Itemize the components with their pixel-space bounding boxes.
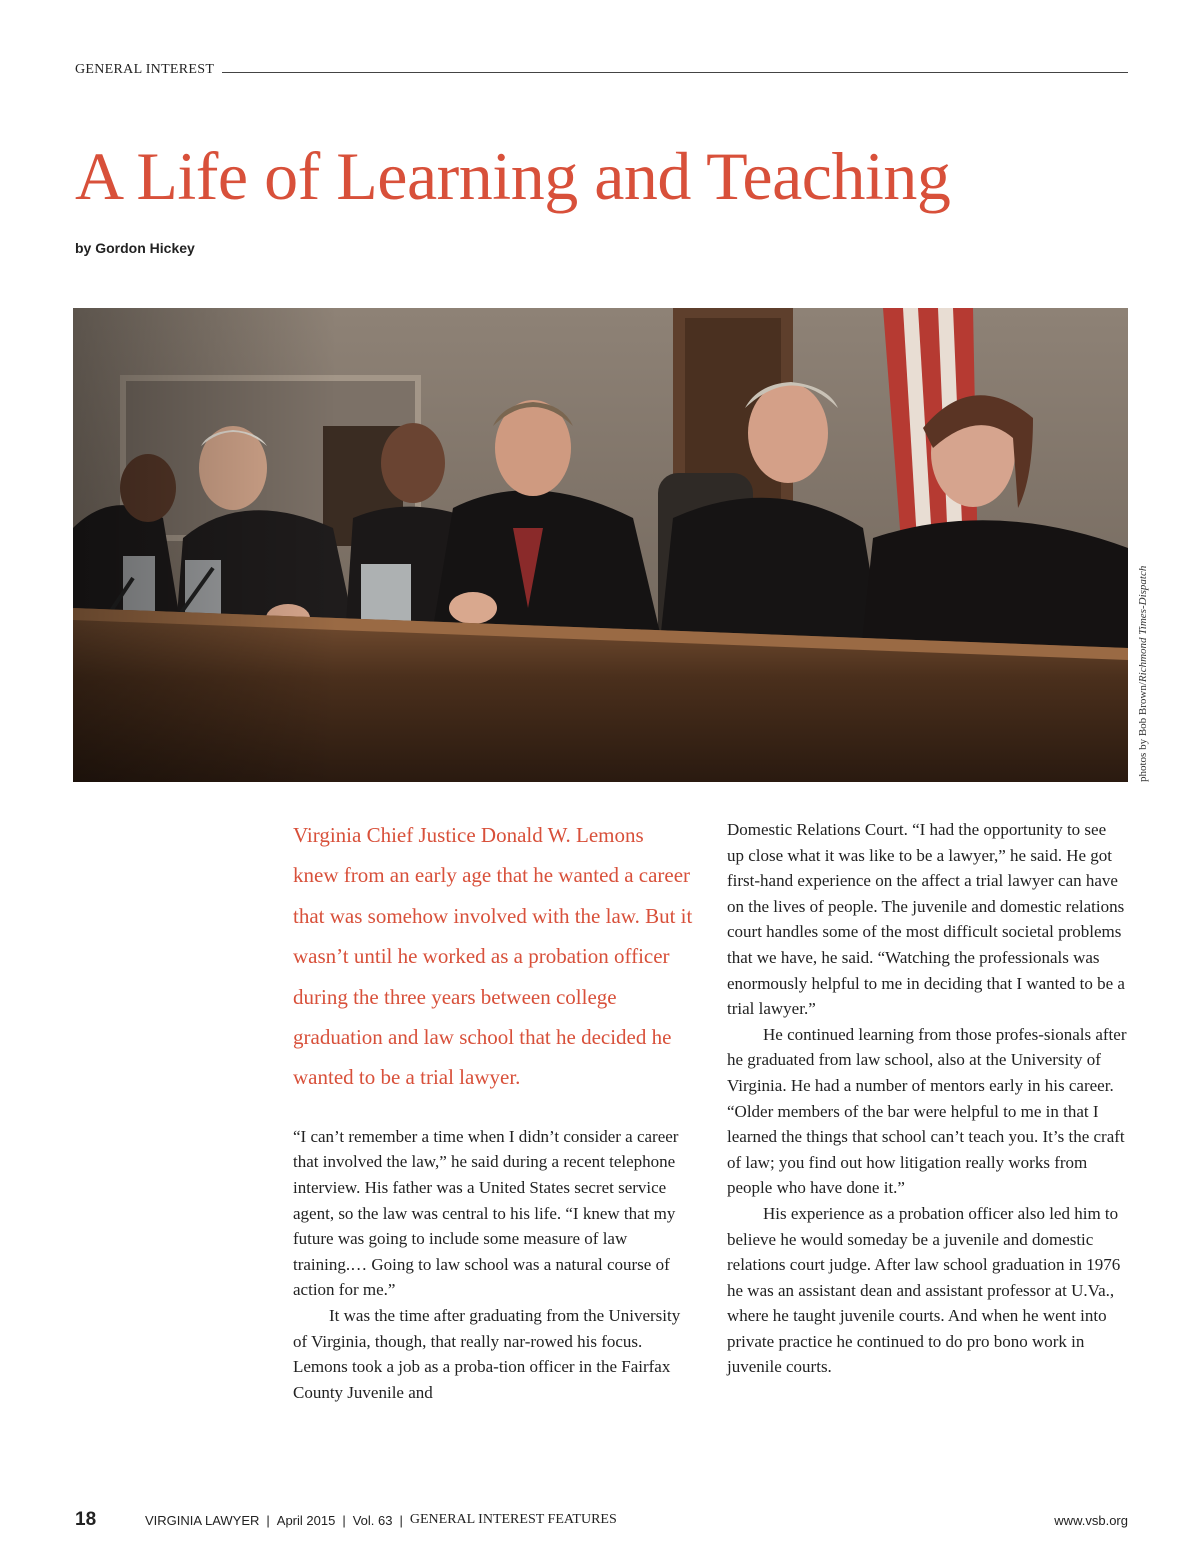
pull-quote: Virginia Chief Justice Donald W. Lemons knew from an early age that he wanted a career that was somehow involved with the law. But it wasn’t until he worked as a probation officer during the three years between college graduation and law school that he decided he wanted to be a trial lawyer. [293, 823, 693, 1090]
section-label: GENERAL INTEREST [75, 62, 215, 77]
byline: by Gordon Hickey [75, 240, 195, 256]
photo-credit [1137, 542, 1149, 782]
issue-date: April 2015 [276, 1512, 336, 1528]
courtroom-photo [73, 308, 1128, 782]
page-number: 18 [75, 1509, 97, 1530]
separator: | [399, 1512, 403, 1528]
column-left [293, 815, 693, 1405]
body-paragraph: “I can’t remember a time when I didn’t consider a career that involved the law,” he said during a recent telephone interview. His father was a United States secret service agent, so the law was central to his life. “I knew that my future was going to include some measure of law training.… Going to law school was a natural course of action for me.” [293, 1126, 679, 1300]
section-header [75, 60, 1128, 80]
photo-credit-source: Richmond Times-Dispatch [1137, 565, 1149, 683]
website-link[interactable]: www.vsb.org [1054, 1512, 1128, 1528]
publication-name: VIRGINIA LAWYER [145, 1512, 260, 1528]
separator: | [342, 1512, 346, 1528]
column-right [727, 817, 1127, 1380]
section-rule [222, 72, 1128, 73]
article-title: A Life of Learning and Teaching [75, 138, 951, 214]
body-paragraph: It was the time after graduating from the University of Virginia, though, that really nar-rowed his focus. Lemons took a job as a proba-tion officer in the Fairfax County Juvenile and [293, 1306, 681, 1402]
body-paragraph: Domestic Relations Court. “I had the opportunity to see up close what it was like to be a lawyer,” he said. He got first-hand experience on the affect a trial lawyer can have on the lives of people. The juvenile and domestic relations court handles some of the most difficult societal problems that we have, he said. “Watching the professionals was enormously helpful to me in deciding that I wanted to be a trial lawyer.” [727, 820, 1125, 1019]
feature-label: GENERAL INTEREST FEATURES [409, 1512, 617, 1527]
body-paragraph: He continued learning from those profes-sionals after he graduated from law school, also at the University of Virginia. He had a number of mentors early in his career. “Older members of the bar were helpful to me in that I learned the things that school can’t teach you. It’s the craft of law; you find out how litigation really works from people who have done it.” [727, 1024, 1127, 1198]
separator: | [266, 1512, 270, 1528]
volume: Vol. 63 [352, 1512, 393, 1528]
body-paragraph: His experience as a probation officer also led him to believe he would someday be a juvenile and domestic relations court judge. After law school graduation in 1976 he was an assistant dean and assistant professor at U.Va., where he taught juvenile courts. And when he went into private practice he continued to do pro bono work in juvenile courts. [727, 1203, 1121, 1377]
photo-credit-prefix: photos by Bob Brown/ [1137, 682, 1149, 782]
page-footer [75, 1508, 1128, 1532]
